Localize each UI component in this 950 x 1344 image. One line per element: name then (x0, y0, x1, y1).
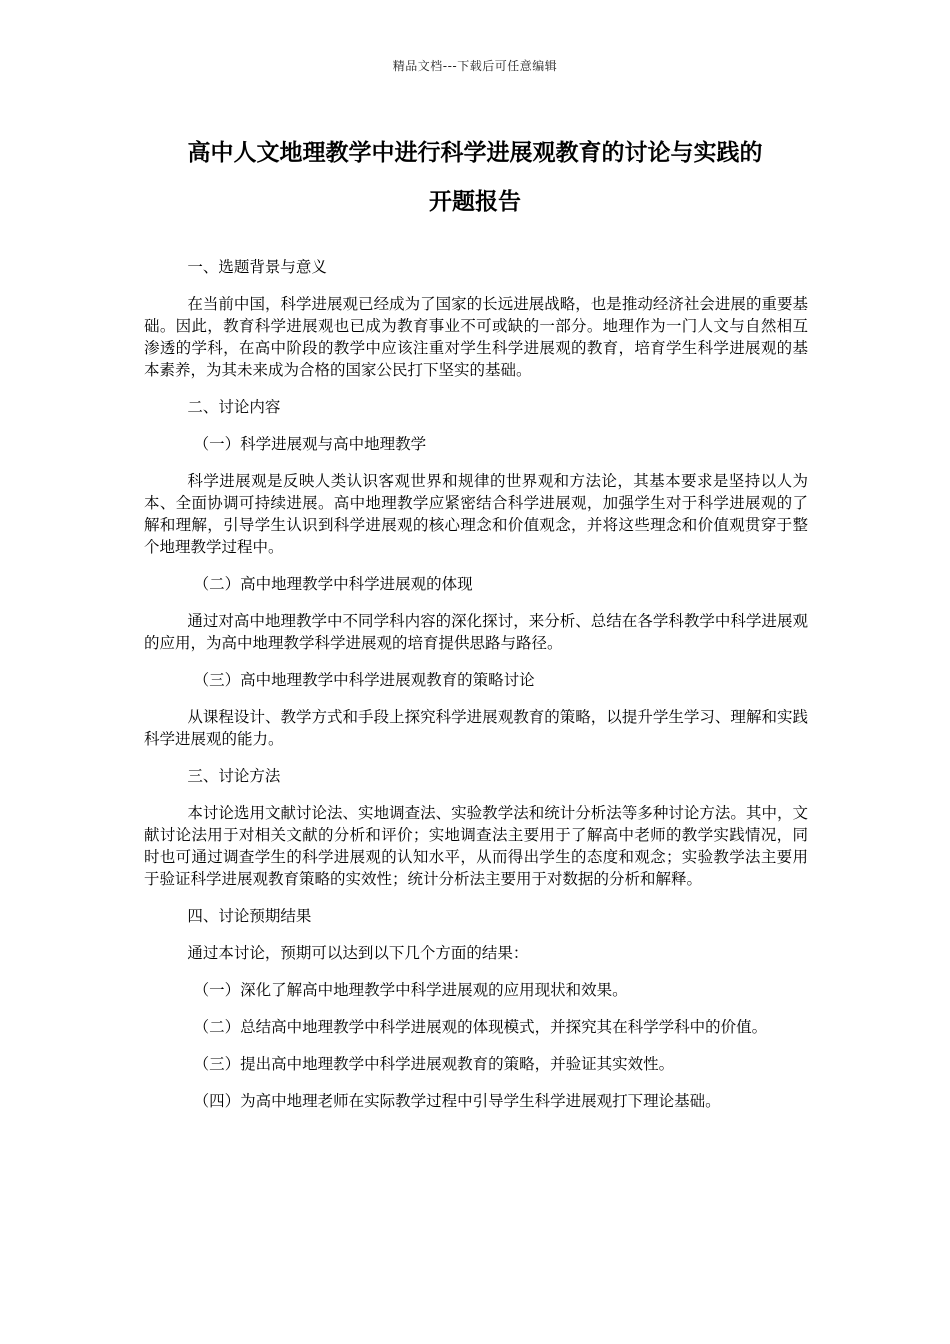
document-title-line-2: 开题报告 (429, 189, 521, 215)
subheading-content-2: （二）高中地理教学中科学进展观的体现 (193, 575, 473, 593)
document-body (144, 256, 808, 1127)
section-heading-background: 一、选题背景与意义 (187, 258, 327, 276)
subheading-content-1: （一）科学进展观与高中地理教学 (193, 435, 427, 453)
paragraph-results-intro: 通过本讨论，预期可以达到以下几个方面的结果： (187, 944, 529, 962)
page-header: 精品文档---下载后可任意编辑 (392, 59, 558, 73)
paragraph-content-3: 从课程设计、教学方式和手段上探究科学进展观教育的策略，以提升学生学习、理解和实践科学进展观的能力。 (144, 708, 808, 748)
section-heading-methods: 三、讨论方法 (187, 767, 281, 785)
subheading-content-3: （三）高中地理教学中科学进展观教育的策略讨论 (193, 671, 535, 689)
paragraph-content-1: 科学进展观是反映人类认识客观世界和规律的世界观和方法论，其基本要求是坚持以人为本、全面协调可持续进展。高中地理教学应紧密结合科学进展观，加强学生对于科学进展观的了解和理解，引导学生认识到科学进展观的核心理念和价值观念，并将这些理念和价值观贯穿于整个地理教学过程中。 (144, 472, 808, 556)
paragraph-methods: 本讨论选用文献讨论法、实地调查法、实验教学法和统计分析法等多种讨论方法。其中，文献讨论法用于对相关文献的分析和评价；实地调查法主要用于了解高中老师的教学实践情况，同时也可通过调查学生的科学进展观的认知水平，从而得出学生的态度和观念；实验教学法主要用于验证科学进展观教育策略的实效性；统计分析法主要用于对数据的分析和解释。 (144, 804, 808, 888)
result-item-2: （二）总结高中地理教学中科学进展观的体现模式，并探究其在科学学科中的价值。 (193, 1018, 768, 1036)
document-title-line-1: 高中人文地理教学中进行科学进展观教育的讨论与实践的 (187, 140, 763, 166)
result-item-1: （一）深化了解高中地理教学中科学进展观的应用现状和效果。 (193, 981, 628, 999)
result-item-3: （三）提出高中地理教学中科学进展观教育的策略，并验证其实效性。 (193, 1055, 675, 1073)
result-item-4: （四）为高中地理老师在实际教学过程中引导学生科学进展观打下理论基础。 (193, 1092, 721, 1110)
section-heading-results: 四、讨论预期结果 (187, 907, 312, 925)
paragraph-background: 在当前中国，科学进展观已经成为了国家的长远进展战略，也是推动经济社会进展的重要基础。因此，教育科学进展观也已成为教育事业不可或缺的一部分。地理作为一门人文与自然相互渗透的学科，在高中阶段的教学中应该注重对学生科学进展观的教育，培育学生科学进展观的基本素养，为其未来成为合格的国家公民打下坚实的基础。 (144, 295, 808, 379)
paragraph-content-2: 通过对高中地理教学中不同学科内容的深化探讨，来分析、总结在各学科教学中科学进展观的应用，为高中地理教学科学进展观的培育提供思路与路径。 (144, 612, 808, 652)
section-heading-content: 二、讨论内容 (187, 398, 281, 416)
